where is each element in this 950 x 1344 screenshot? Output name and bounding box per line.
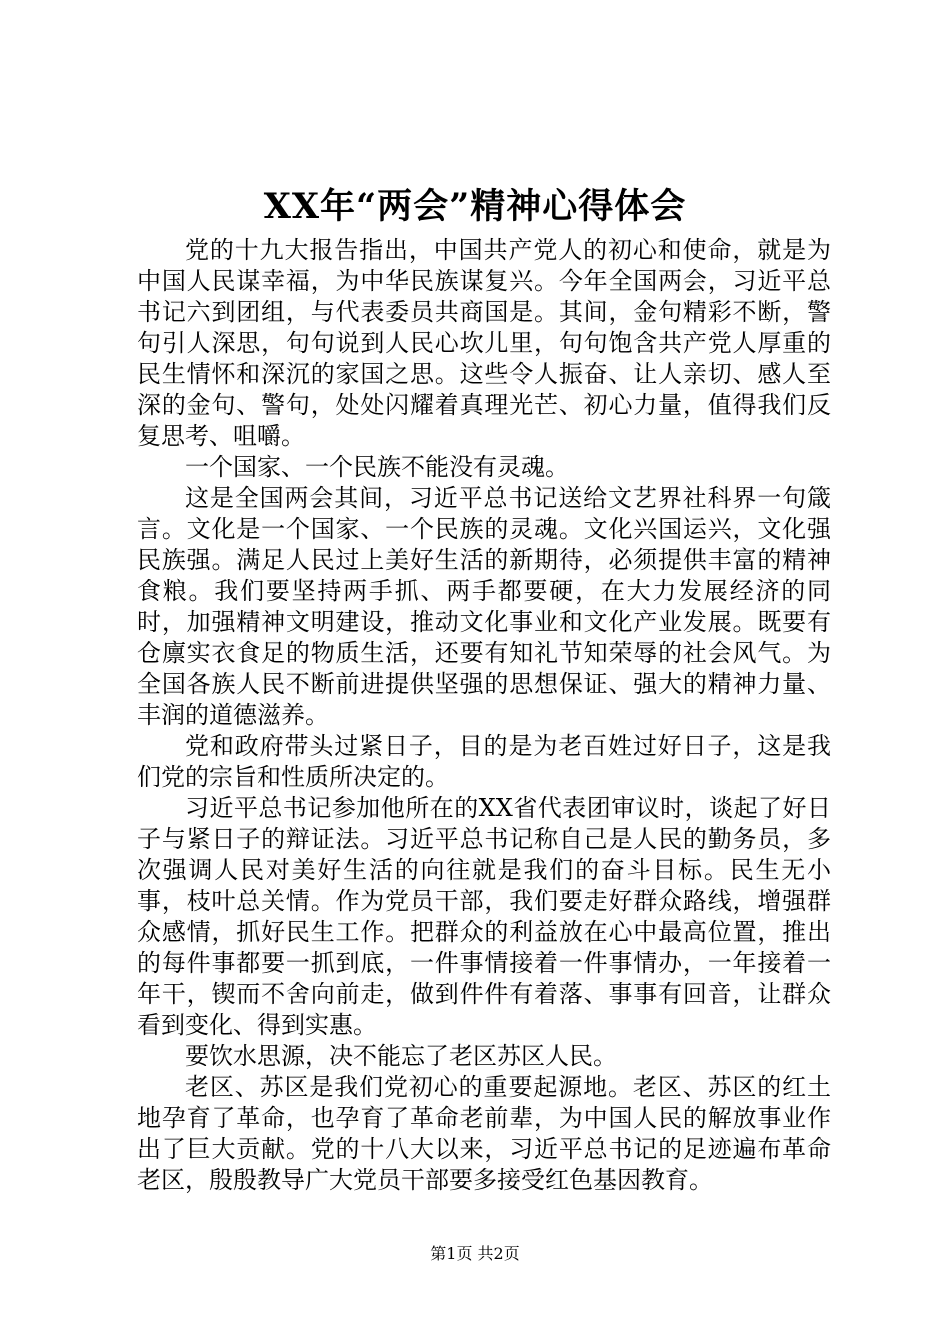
page-footer (0, 1244, 950, 1264)
document-title: XX年“两会”精神心得体会 (263, 186, 687, 227)
paragraph: 一个国家、一个民族不能没有灵魂。 (185, 453, 569, 481)
paragraph: 党和政府带头过紧日子，目的是为老百姓过好日子，这是我们党的宗旨和性质所决定的。 (137, 732, 831, 791)
paragraph: 习近平总书记参加他所在的XX省代表团审议时，谈起了好日子与紧日子的辩证法。习近平总书记称自己是人民的勤务员，多次强调人民对美好生活的向往就是我们的奋斗目标。民生无小事，枝叶总关情。作为党员干部，我们要走好群众路线，增强群众感情，抓好民生工作。把群众的利益放在心中最高位置，推出的每件事都要一抓到底，一件事情接着一件事情办，一年接着一年干，锲而不舍向前走，做到件件有着落、事事有回音，让群众看到变化、得到实惠。 (137, 794, 831, 1039)
paragraph: 要饮水思源，决不能忘了老区苏区人民。 (185, 1042, 617, 1070)
paragraph: 这是全国两会其间，习近平总书记送给文艺界社科界一句箴言。文化是一个国家、一个民族的灵魂。文化兴国运兴，文化强民族强。满足人民过上美好生活的新期待，必须提供丰富的精神食粮。我们要坚持两手抓、两手都要硬，在大力发展经济的同时，加强精神文明建设，推动文化事业和文化产业发展。既要有仓廪实衣食足的物质生活，还要有知礼节知荣辱的社会风气。为全国各族人民不断前进提供坚强的思想保证、强大的精神力量、丰润的道德滋养。 (137, 484, 831, 729)
paragraph: 党的十九大报告指出，中国共产党人的初心和使命，就是为中国人民谋幸福，为中华民族谋复兴。今年全国两会，习近平总书记六到团组，与代表委员共商国是。其间，金句精彩不断，警句引人深思，句句说到人民心坎儿里，句句饱含共产党人厚重的民生情怀和深沉的家国之思。这些令人振奋、让人亲切、感人至深的金句、警句，处处闪耀着真理光芒、初心力量，值得我们反复思考、咀嚼。 (137, 236, 831, 450)
document-body (137, 235, 831, 1196)
paragraph: 老区、苏区是我们党初心的重要起源地。老区、苏区的红土地孕育了革命，也孕育了革命老前辈，为中国人民的解放事业作出了巨大贡献。党的十八大以来，习近平总书记的足迹遍布革命老区，殷殷教导广大党员干部要多接受红色基因教育。 (137, 1073, 831, 1194)
page-number: 第1页 共2页 (430, 1244, 520, 1263)
